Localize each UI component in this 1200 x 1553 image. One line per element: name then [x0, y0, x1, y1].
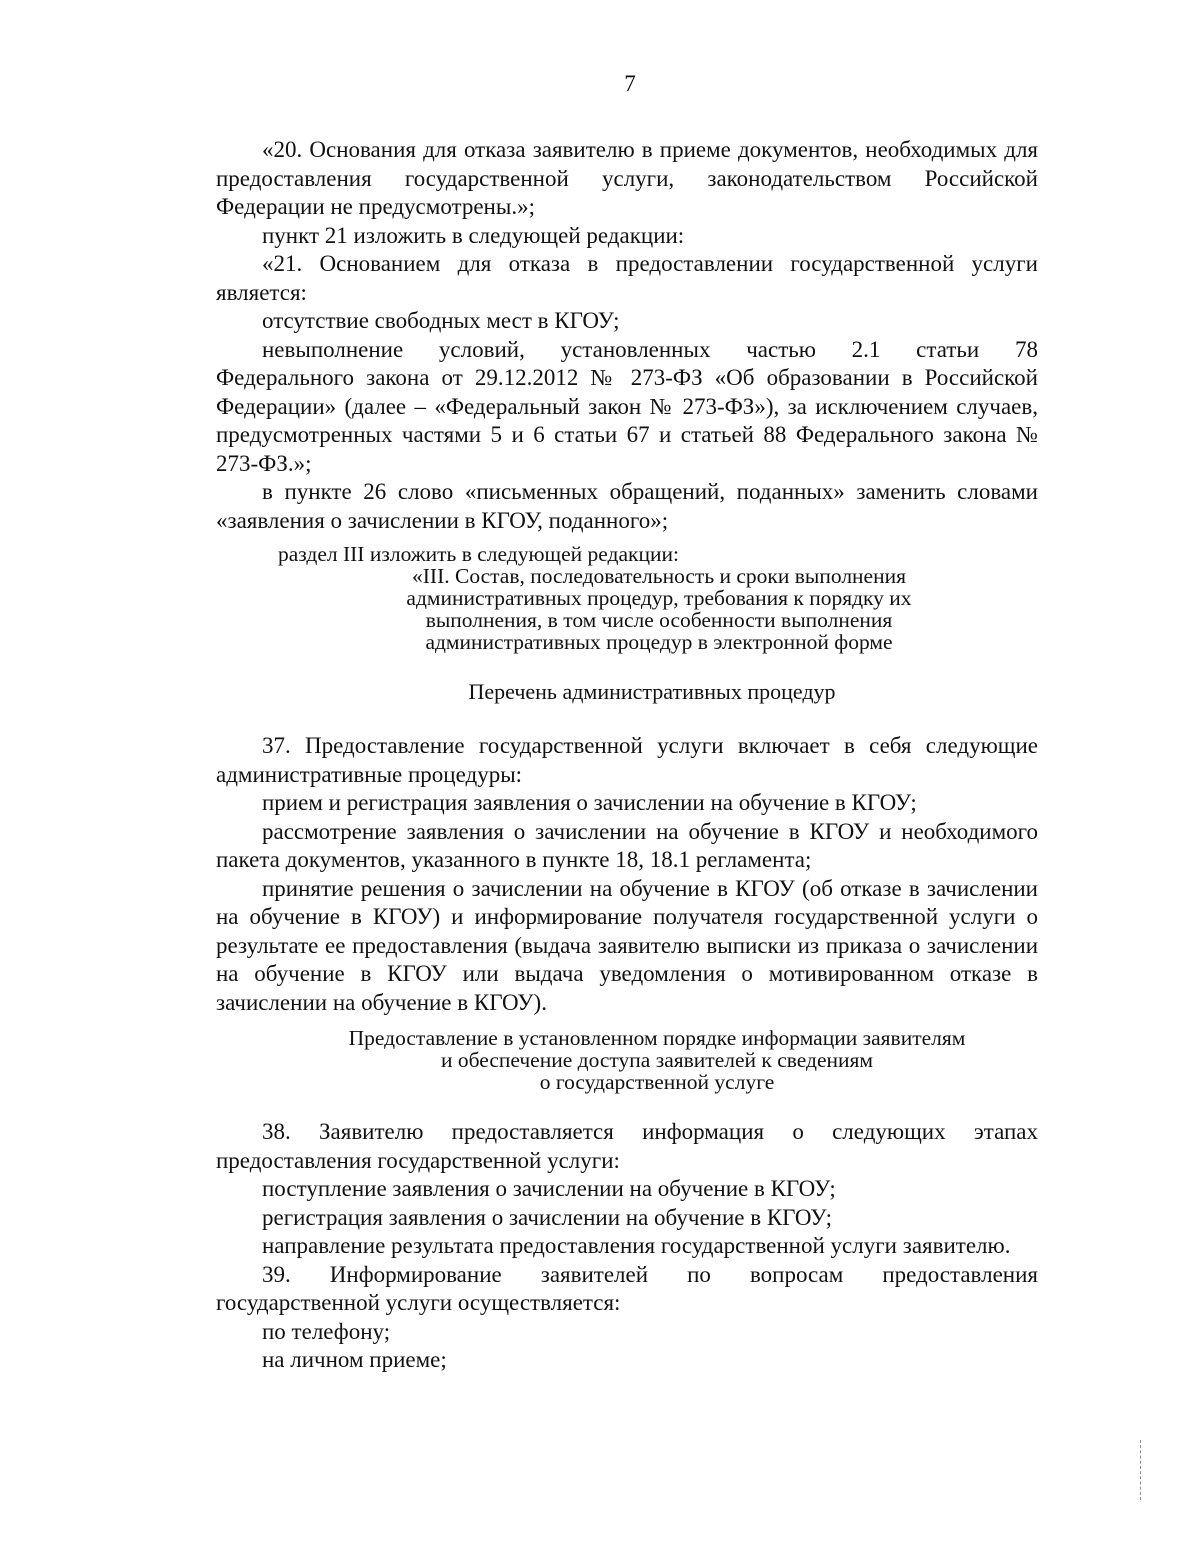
procedure-item: прием и регистрация заявления о зачислении на обучение в КГОУ; — [262, 790, 917, 815]
heading-procedures — [216, 678, 1038, 707]
procedure-item: принятие решения о зачислении на обучение в КГОУ (об отказе в зачислении на обучение в КГОУ) и информирование получателя государственной услуги о результате ее предоставления (выдача заявителю выписки из приказа о зачислении на обучение в КГОУ или выдача уведомления о мотивированном отказе в зачислении на обучение в КГОУ). — [216, 875, 1038, 1015]
stage-item: поступление заявления о зачислении на обучение в КГОУ; — [262, 1176, 836, 1201]
paragraph-21: «21. Основанием для отказа в предоставлении государственной услуги является: — [216, 251, 1038, 305]
word: условий, — [438, 336, 525, 362]
page-number: 7 — [624, 71, 636, 96]
word: 2.1 — [851, 336, 881, 362]
word: 78 — [1014, 336, 1038, 362]
paragraph-39: 39. Информирование заявителей по вопросам предоставления государственной услуги осуществляется: — [216, 1261, 1038, 1315]
paragraph-37: 37. Предоставление государственной услуги включает в себя следующие административные процедуры: — [216, 733, 1038, 787]
heading-text: Перечень административных процедур — [468, 679, 836, 704]
procedures-block — [216, 732, 1038, 1017]
paragraph-item-21-intro: пункт 21 изложить в следующей редакции: — [262, 222, 685, 248]
paragraph-conditions-cont: Федерального закона от 29.12.2012 № 273-ФЗ «Об образовании в Российской Федерации» (далее – «Федеральный закон № 273-ФЗ»), за исключением случаев, предусмотренных частями 5 и 6 статьи 67 и статьей 88 Федерального закона № 273-ФЗ.»; — [216, 365, 1038, 476]
heading-line: и обеспечение доступа заявителей к сведениям — [440, 1048, 874, 1072]
procedure-item: рассмотрение заявления о зачислении на обучение в КГОУ и необходимого пакета документов, указанного в пункте 18, 18.1 регламента; — [216, 818, 1038, 872]
paragraph-38: 38. Заявителю предоставляется информация о следующих этапах предоставления государственной услуги: — [216, 1119, 1038, 1173]
section-title-line: «III. Состав, последовательность и сроки выполнения — [412, 564, 906, 588]
scan-artifact-marks — [1140, 1440, 1142, 1500]
heading-line: Предоставление в установленном порядке информации заявителям — [348, 1026, 966, 1050]
heading-information — [216, 1027, 1038, 1093]
section-title-line: административных процедур в электронной форме — [425, 630, 893, 654]
paragraph-no-places: отсутствие свободных мест в КГОУ; — [262, 308, 620, 333]
information-block — [216, 1118, 1038, 1375]
word: статьи — [916, 336, 980, 362]
stage-item: регистрация заявления о зачислении на обучение в КГОУ; — [262, 1204, 833, 1230]
heading-line: о государственной услуге — [539, 1070, 775, 1094]
section-title-line: выполнения, в том числе особенности выполнения — [425, 608, 893, 632]
stage-item: направление результата предоставления государственной услуги заявителю. — [262, 1233, 1011, 1258]
word: установленных — [560, 336, 711, 362]
section-intro: раздел III изложить в следующей редакции: — [278, 542, 679, 566]
word: невыполнение — [262, 336, 404, 362]
channel-item: на личном приеме; — [262, 1347, 447, 1372]
paragraph-20: «20. Основания для отказа заявителю в приеме документов, необходимых для предоставления государственной услуги, законодательством Российской Федерации не предусмотрены.»; — [216, 137, 1038, 219]
section-iii-header — [216, 543, 1038, 653]
amendment-block-1 — [216, 136, 1038, 535]
channel-item: по телефону; — [262, 1318, 391, 1344]
section-title-line: административных процедур, требования к порядку их — [406, 586, 912, 610]
paragraph-item-26: в пункте 26 слово «письменных обращений, поданных» заменить словами «заявления о зачислении в КГОУ, поданного»; — [216, 479, 1038, 533]
paragraph-conditions-first-line — [216, 336, 1038, 365]
word: частью — [746, 336, 816, 362]
